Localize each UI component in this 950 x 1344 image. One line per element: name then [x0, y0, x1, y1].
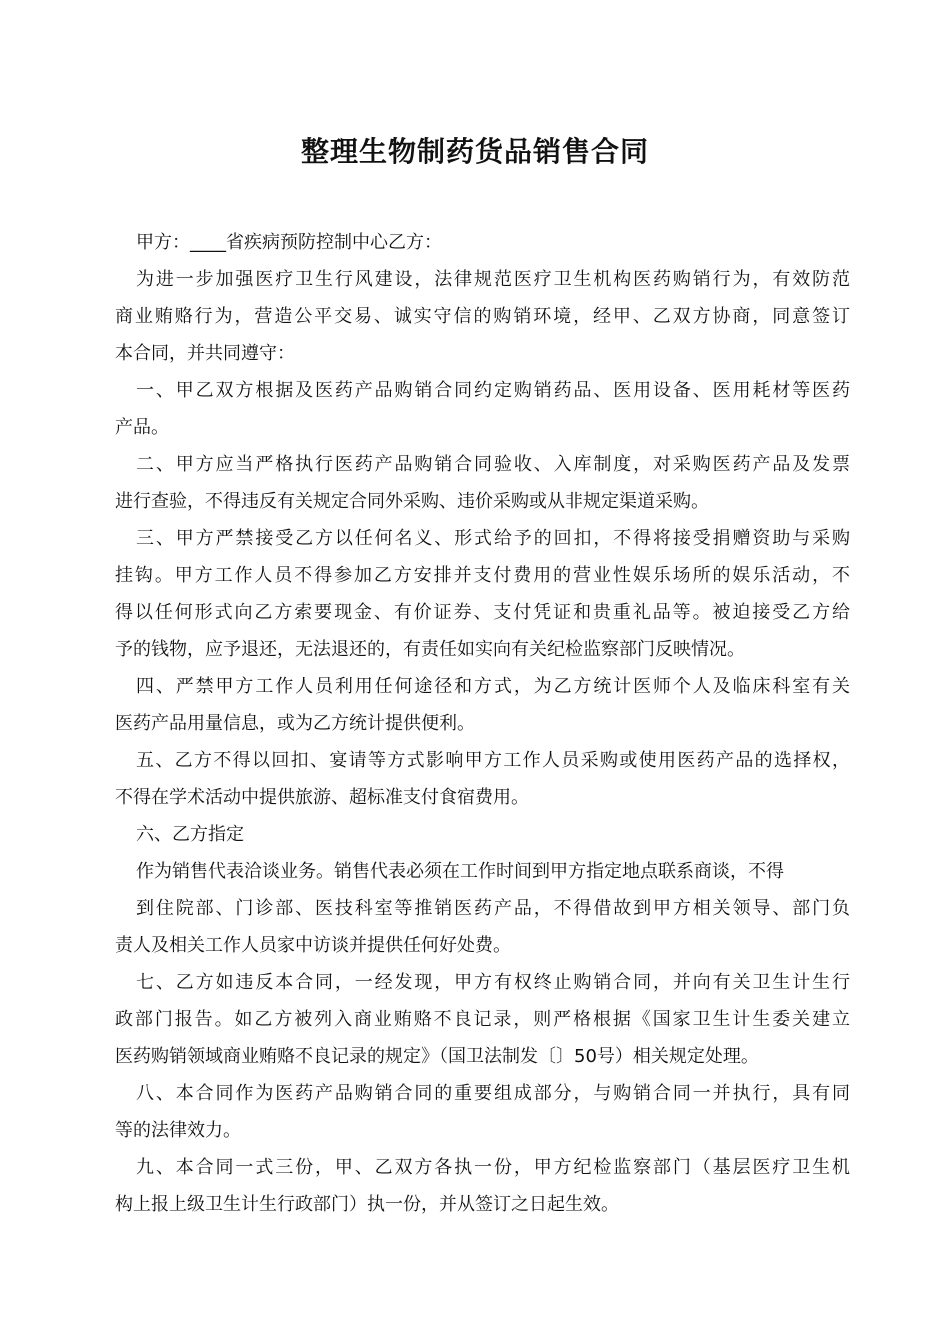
document-line: 六、乙方指定 [136, 824, 244, 845]
document-line: 九、本合同一式三份，甲、乙双方各执一份，甲方纪检监察部门（基层医疗卫生机 [136, 1157, 850, 1178]
document-line: 三、甲方严禁接受乙方以任何名义、形式给予的回扣，不得将接受捐赠资助与采购 [136, 528, 850, 549]
document-line: 予的钱物，应予退还，无法退还的，有责任如实向有关纪检监察部门反映情况。 [115, 639, 745, 660]
document-line: 到住院部、门诊部、医技科室等推销医药产品，不得借故到甲方相关领导、部门负 [136, 898, 850, 919]
document-line: 医药产品用量信息，或为乙方统计提供便利。 [115, 713, 475, 734]
document-line: 挂钩。甲方工作人员不得参加乙方安排并支付费用的营业性娱乐场所的娱乐活动，不 [115, 565, 850, 586]
document-line: 进行查验，不得违反有关规定合同外采购、违价采购或从非规定渠道采购。 [115, 491, 709, 512]
document-line: 不得在学术活动中提供旅游、超标准支付食宿费用。 [115, 787, 529, 808]
document-line: 产品。 [115, 417, 169, 438]
document-line: 为进一步加强医疗卫生行风建设，法律规范医疗卫生机构医药购销行为，有效防范 [136, 269, 850, 290]
document-line: 构上报上级卫生计生行政部门）执一份，并从签订之日起生效。 [115, 1194, 619, 1215]
document-line: 医药购销领域商业贿赂不良记录的规定》（国卫法制发〔〕50号）相关规定处理。 [115, 1046, 759, 1067]
document-line: 五、乙方不得以回扣、宴请等方式影响甲方工作人员采购或使用医药产品的选择权， [136, 750, 850, 771]
document-line: 得以任何形式向乙方索要现金、有价证券、支付凭证和贵重礼品等。被迫接受乙方给 [115, 602, 850, 623]
document-line: 二、甲方应当严格执行医药产品购销合同验收、入库制度，对采购医药产品及发票 [136, 454, 850, 475]
document-line: 等的法律效力。 [115, 1120, 241, 1141]
document-line: 责人及相关工作人员家中访谈并提供任何好处费。 [115, 935, 511, 956]
document-line: 本合同，并共同遵守： [115, 343, 295, 364]
document-line: 四、严禁甲方工作人员利用任何途径和方式，为乙方统计医师个人及临床科室有关 [136, 676, 850, 697]
document-line: 七、乙方如违反本合同，一经发现，甲方有权终止购销合同，并向有关卫生计生行 [136, 972, 850, 993]
document-title: 整理生物制药货品销售合同 [300, 135, 649, 168]
document-body [115, 224, 850, 1223]
document-line: 一、甲乙双方根据及医药产品购销合同约定购销药品、医用设备、医用耗材等医药 [136, 380, 850, 401]
document-line: 八、本合同作为医药产品购销合同的重要组成部分，与购销合同一并执行，具有同 [136, 1083, 850, 1104]
document-line: 商业贿赂行为，营造公平交易、诚实守信的购销环境，经甲、乙双方协商，同意签订 [115, 306, 850, 327]
document-line: 甲方：____省疾病预防控制中心乙方： [136, 232, 442, 253]
document-line: 政部门报告。如乙方被列入商业贿赂不良记录，则严格根据《国家卫生计生委关建立 [115, 1009, 850, 1030]
document-line: 作为销售代表洽谈业务。销售代表必须在工作时间到甲方指定地点联系商谈，不得 [136, 861, 784, 882]
